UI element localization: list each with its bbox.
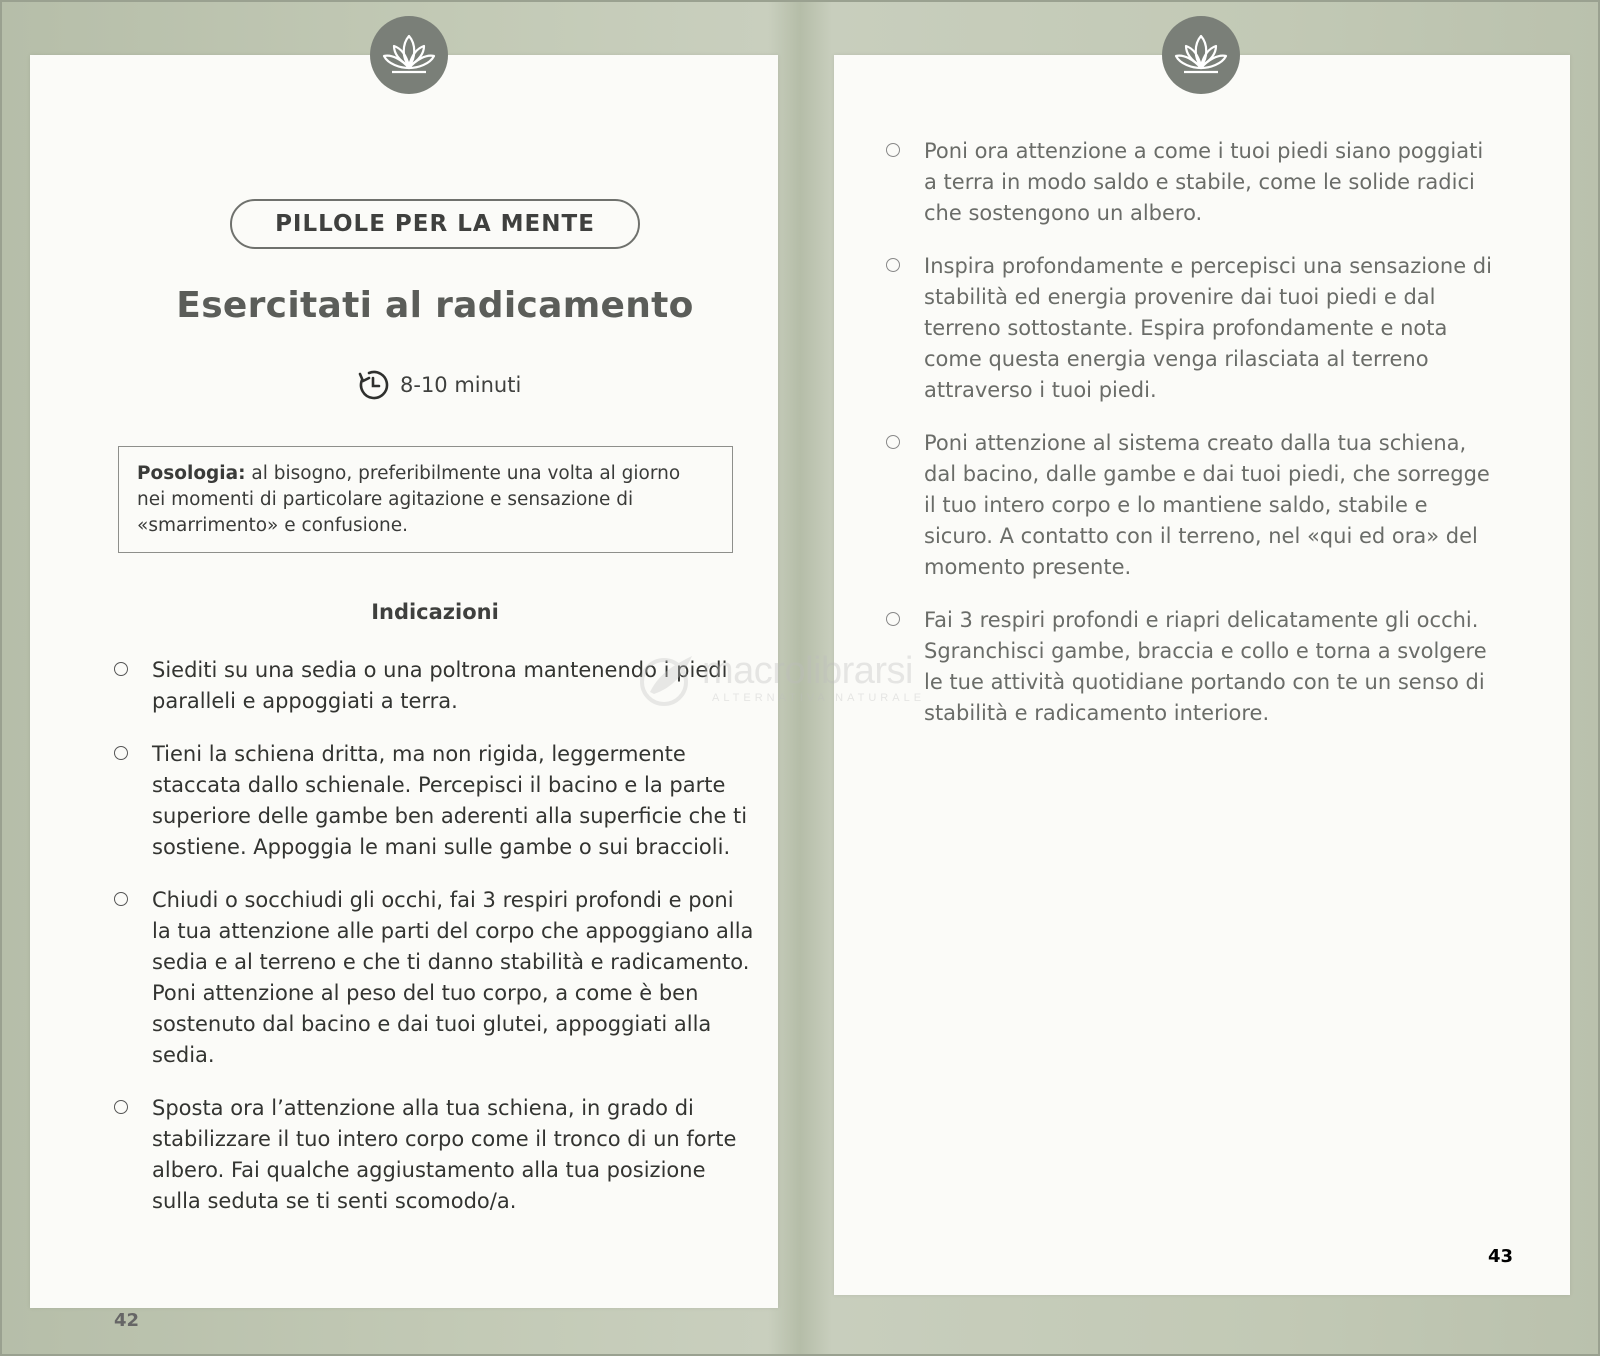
duration-text: 8-10 minuti bbox=[400, 373, 522, 397]
dosage-label: Posologia: bbox=[137, 463, 246, 484]
right-page bbox=[834, 55, 1570, 1295]
watermark-tagline: ALTERNATIVA NATURALE bbox=[712, 692, 926, 704]
page-number-left: 42 bbox=[114, 1310, 140, 1331]
circle-bullet-icon bbox=[886, 435, 900, 449]
circle-bullet-icon bbox=[114, 1100, 128, 1114]
lotus-badge-left bbox=[370, 16, 448, 94]
list-item: Inspira profondamente e percepisci una sensazione di stabilità ed energia provenire dai tuoi piedi e dal terreno sottostante. Espira profondamente e nota come questa energia venga rilasciata al terreno attraverso i tuoi piedi. bbox=[886, 251, 1496, 406]
instructions-list-left bbox=[114, 655, 754, 1239]
left-page bbox=[30, 55, 778, 1331]
list-item: Poni attenzione al sistema creato dalla tua schiena, dal bacino, dalle gambe e dai tuoi piedi, che sorregge il tuo intero corpo e lo mantiene saldo, stabile e sicuro. A contatto con il terreno, nel «qui ed ora» del momento presente. bbox=[886, 428, 1496, 583]
list-item: Sposta ora l’attenzione alla tua schiena, in grado di stabilizzare il tuo intero corpo come il tronco di un forte albero. Fai qualche aggiustamento alla tua posizione sulla seduta se ti senti scomodo/a. bbox=[114, 1093, 754, 1217]
instructions-list-right bbox=[886, 136, 1496, 751]
circle-bullet-icon bbox=[114, 662, 128, 676]
lotus-icon bbox=[1172, 32, 1230, 78]
lotus-icon bbox=[380, 32, 438, 78]
list-item: Tieni la schiena dritta, ma non rigida, leggermente staccata dallo schienale. Percepisci il bacino e la parte superiore delle gambe ben aderenti alla superficie che ti sostiene. Appoggia le mani sulle gambe o sui braccioli. bbox=[114, 739, 754, 863]
circle-bullet-icon bbox=[886, 258, 900, 272]
instructions-heading: Indicazioni bbox=[371, 600, 499, 624]
lotus-badge-right bbox=[1162, 16, 1240, 94]
page-title: Esercitati al radicamento bbox=[176, 285, 694, 326]
list-item: Siediti su una sedia o una poltrona mantenendo i piedi paralleli e appoggiati a terra. bbox=[114, 655, 754, 717]
watermark-name: macrolibrarsi bbox=[702, 650, 913, 692]
dosage-box bbox=[118, 446, 733, 553]
list-item: Fai 3 respiri profondi e riapri delicatamente gli occhi. Sgranchisci gambe, braccia e collo e torna a svolgere le tue attività quotidiane portando con te un senso di stabilità e radicamento interiore. bbox=[886, 605, 1496, 729]
circle-bullet-icon bbox=[114, 746, 128, 760]
duration bbox=[356, 367, 521, 403]
category-label: PILLOLE PER LA MENTE bbox=[230, 199, 640, 249]
circle-bullet-icon bbox=[886, 143, 900, 157]
list-item: Chiudi o socchiudi gli occhi, fai 3 respiri profondi e poni la tua attenzione alle parti del corpo che appoggiano alla sedia e al terreno e che ti danno stabilità e radicamento. Poni attenzione al peso del tuo corpo, a come è ben sostenuto dal bacino e dai tuoi glutei, appoggiati alla sedia. bbox=[114, 885, 754, 1071]
dosage-text: al bisogno, preferibilmente una volta al giorno nei momenti di particolare agitazione e sensazione di «smarrimento» e confusione. bbox=[137, 463, 681, 536]
circle-bullet-icon bbox=[886, 612, 900, 626]
circle-bullet-icon bbox=[114, 892, 128, 906]
page-number-right: 43 bbox=[1488, 1246, 1514, 1267]
list-item: Poni ora attenzione a come i tuoi piedi siano poggiati a terra in modo saldo e stabile, come le solide radici che sostengono un albero. bbox=[886, 136, 1496, 229]
timer-icon bbox=[356, 368, 390, 402]
